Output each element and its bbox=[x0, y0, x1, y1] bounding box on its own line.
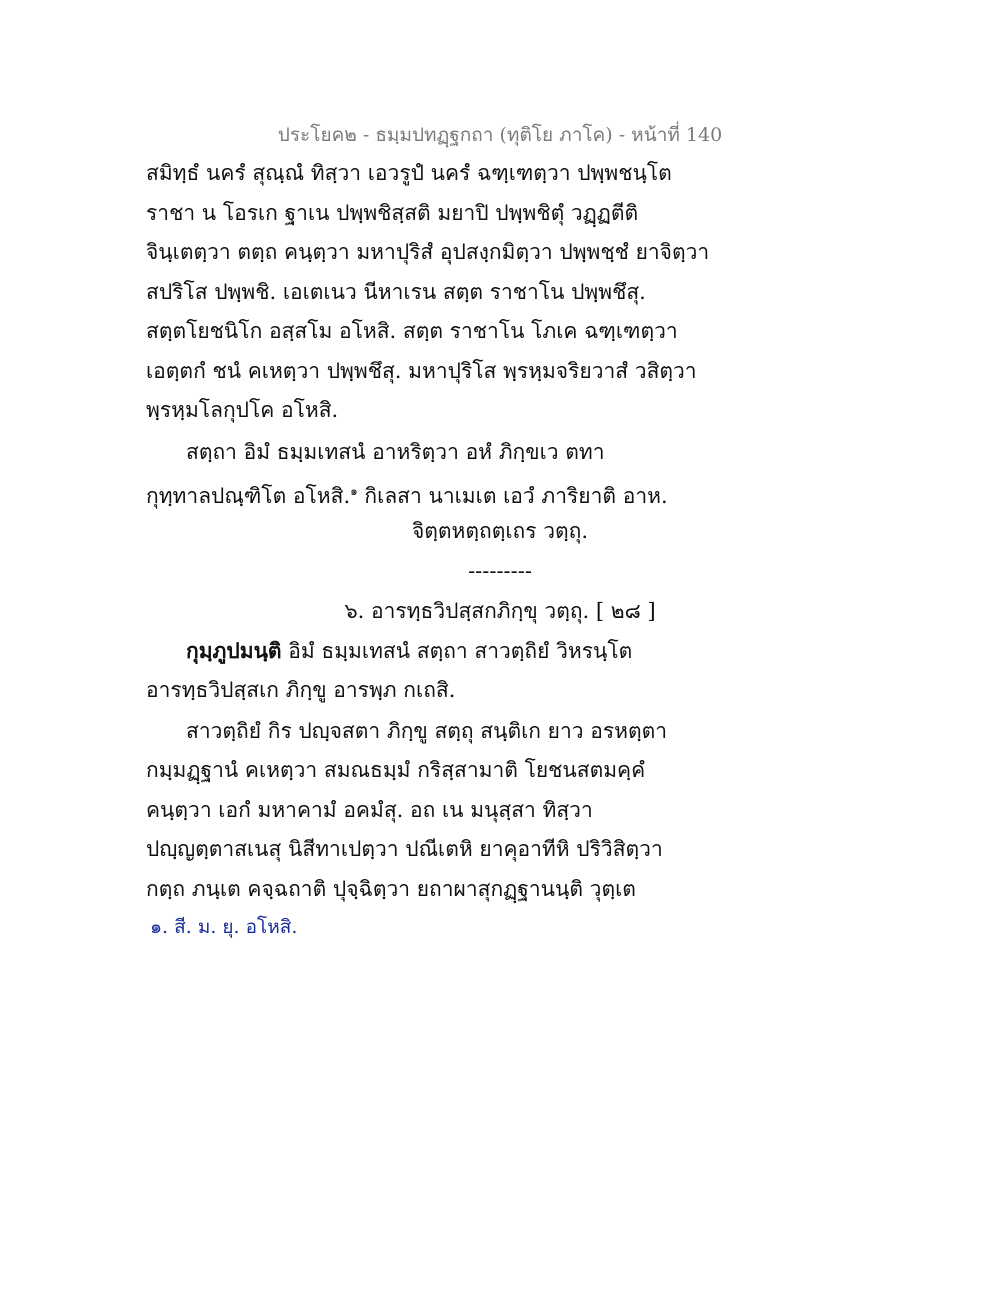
footnote-marker: ๑ bbox=[350, 484, 358, 498]
footnote: ๑. สี. ม. ยุ. อโหสิ. bbox=[150, 916, 298, 938]
text-line: คนฺตฺวา เอกํ มหาคามํ อคมํสุ. อถ เน มนุสฺสา ทิสฺวา bbox=[146, 798, 593, 822]
text-line: พฺรหฺมโลกุปโค อโหสิ. bbox=[146, 398, 339, 422]
story-title: ๖. อารทฺธวิปสฺสกภิกฺขุ วตฺถุ. [ ๒๘ ] bbox=[344, 599, 656, 623]
text-line: ปญฺญตฺตาสเนสุ นิสีทาเปตฺวา ปณีเตหิ ยาคุอาทีหิ ปริวิสิตฺวา bbox=[146, 837, 663, 861]
text-segment: กิเลสา นาเมเต เอวํ ภาริยาติ อาห. bbox=[357, 484, 668, 508]
text-line: เอตฺตกํ ชนํ คเหตฺวา ปพฺพชึสุ. มหาปุริโส พฺรหฺมจริยวาสํ วสิตฺวา bbox=[146, 359, 697, 383]
text-line: สตฺตโยชนิโก อสฺสโม อโหสิ. สตฺต ราชาโน โภเค ฉฑฺเฑตฺวา bbox=[146, 319, 678, 343]
text-line: สาวตฺถิยํ กิร ปญฺจสตา ภิกฺขู สตฺถุ สนฺติเก ยาว อรหตฺตา bbox=[186, 719, 668, 743]
text-line: สปริโส ปพฺพชิ. เอเตเนว นีหาเรน สตฺต ราชาโน ปพฺพชึสุ. bbox=[146, 280, 646, 304]
separator: --------- bbox=[468, 559, 532, 583]
text-line bbox=[186, 636, 632, 666]
text-segment: กุทฺทาลปณฺฑิโต อโหสิ. bbox=[146, 484, 351, 508]
text-line: อารทฺธวิปสฺสเก ภิกฺขู อารพฺภ กเถสิ. bbox=[146, 678, 456, 702]
text-line: ราชา น โอรเก ฐาเน ปพฺพชิสฺสติ มยาปิ ปพฺพชิตุํ วฏฺฏตีติ bbox=[146, 201, 639, 225]
text-line: สตฺถา อิมํ ธมฺมเทสนํ อาหริตฺวา อหํ ภิกฺขเว ตทา bbox=[186, 440, 605, 464]
text-line: กมฺมฏฺฐานํ คเหตฺวา สมณธมฺมํ กริสฺสามาติ โยชนสตมคฺคํ bbox=[146, 758, 646, 782]
text-line: สมิทฺธํ นครํ สุณฺณํ ทิสฺวา เอวรูปํ นครํ ฉฑฺเฑตฺวา ปพฺพชนฺโต bbox=[146, 161, 672, 185]
bold-keyword: กุมฺภูปมนฺติ bbox=[186, 638, 282, 663]
page-header: ประโยค๒ - ธมฺมปทฏฺฐกถา (ทุติโย ภาโค) - หน้าที่ 140 bbox=[277, 124, 723, 146]
text-line bbox=[146, 476, 668, 511]
text-line: กตฺถ ภนฺเต คจฺฉถาติ ปุจฺฉิตฺวา ยถาผาสุกฏฺฐานนฺติ วุตฺเต bbox=[146, 877, 636, 901]
text-segment: อิมํ ธมฺมเทสนํ สตฺถา สาวตฺถิยํ วิหรนฺโต bbox=[281, 639, 633, 663]
text-line: จินฺเตตฺวา ตตฺถ คนฺตฺวา มหาปุริสํ อุปสงฺกมิตฺวา ปพฺพชฺชํ ยาจิตฺวา bbox=[146, 240, 710, 264]
story-end-title: จิตฺตหตฺถตฺเถร วตฺถุ. bbox=[411, 519, 589, 543]
